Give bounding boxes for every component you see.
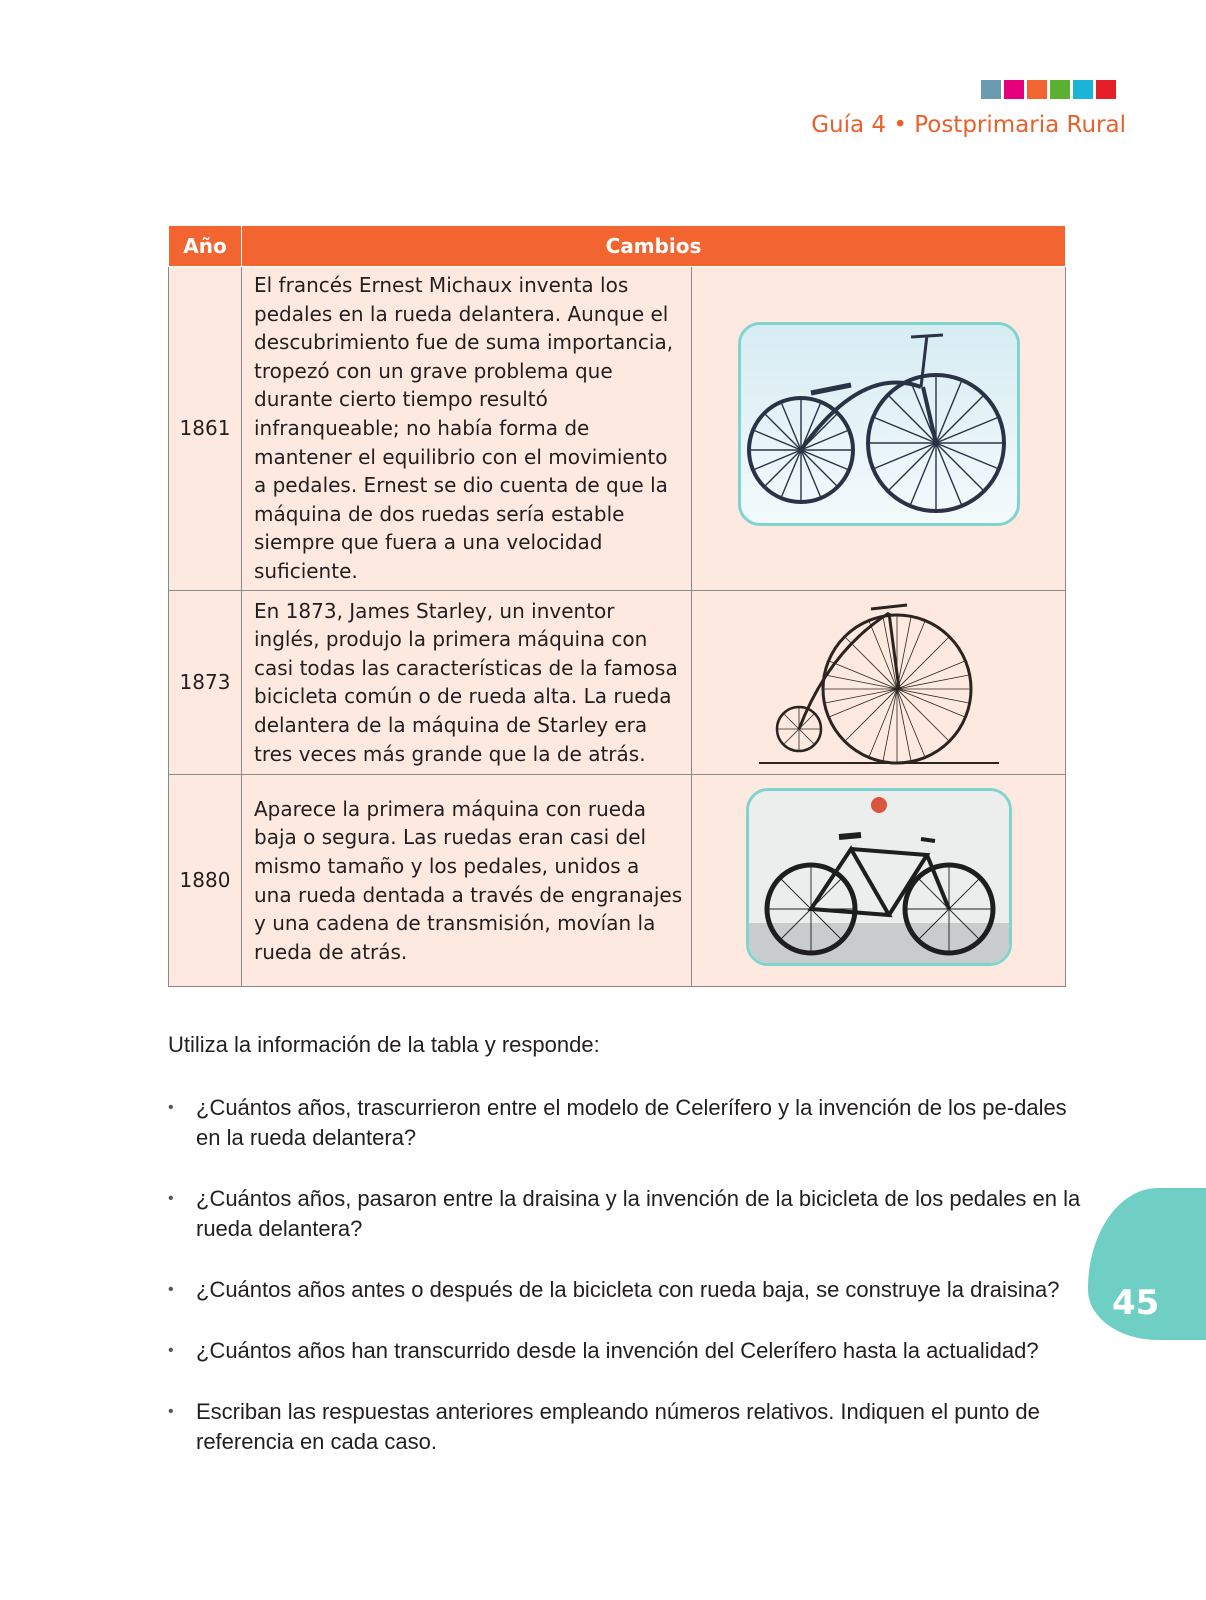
image-cell <box>692 775 1066 987</box>
year-cell: 1880 <box>169 775 242 987</box>
table-row <box>169 267 1066 591</box>
list-item: • ¿Cuántos años, trascurrieron entre el modelo de Celerífero y la invención de los pe-dales en la rueda delantera? <box>168 1093 1088 1153</box>
penny-farthing-image <box>759 591 999 767</box>
description-cell: Aparece la primera máquina con rueda baja o segura. Las ruedas eran casi del mismo tamaño y los pedales, unidos a una rueda dentada a través de engranajes y una cadena de transmisión, movían la rueda de atrás. <box>242 775 692 987</box>
questions-list <box>168 1093 1088 1457</box>
color-strip <box>981 80 1116 99</box>
table-header-row <box>169 226 1066 267</box>
color-swatch-3 <box>1027 80 1047 99</box>
table-row <box>169 775 1066 987</box>
image-cell <box>692 590 1066 775</box>
page-number: 45 <box>1112 1283 1160 1323</box>
list-item: • ¿Cuántos años han transcurrido desde la invención del Celerífero hasta la actualidad? <box>168 1336 1088 1366</box>
year-cell: 1861 <box>169 267 242 591</box>
bicycle-history-table <box>168 225 1065 987</box>
description-cell: El francés Ernest Michaux inventa los pedales en la rueda delantera. Aunque el descubrimiento fue de suma importancia, tropezó con un grave problema que durante cierto tiempo resultó infranqueable; no había forma de mantener el equilibrio con el movimiento a pedales. Ernest se dio cuenta de que la máquina de dos ruedas sería estable siempre que fuera a una velocidad suficiente. <box>242 267 692 591</box>
color-swatch-6 <box>1096 80 1116 99</box>
header-title: Guía 4 • Postprimaria Rural <box>811 112 1126 138</box>
header-changes: Cambios <box>242 226 1066 267</box>
description-cell: En 1873, James Starley, un inventor inglés, produjo la primera máquina con casi todas las características de la famosa bicicleta común o de rueda alta. La rueda delantera de la máquina de Starley era tres veces más grande que la de atrás. <box>242 590 692 775</box>
color-swatch-1 <box>981 80 1001 99</box>
color-swatch-2 <box>1004 80 1024 99</box>
header-year: Año <box>169 226 242 267</box>
list-item: • Escriban las respuestas anteriores empleando números relativos. Indiquen el punto de referencia en cada caso. <box>168 1397 1088 1457</box>
instruction-text: Utiliza la información de la tabla y responde: <box>168 1032 600 1057</box>
color-swatch-4 <box>1050 80 1070 99</box>
safety-bicycle-image <box>749 791 1009 963</box>
safety-bicycle-photo <box>746 788 1012 966</box>
image-cell <box>692 267 1066 591</box>
color-swatch-5 <box>1073 80 1093 99</box>
list-item: • ¿Cuántos años antes o después de la bicicleta con rueda baja, se construye la draisina? <box>168 1275 1088 1305</box>
velocipede-photo <box>738 322 1020 526</box>
velocipede-image <box>741 325 1017 523</box>
year-cell: 1873 <box>169 590 242 775</box>
list-item: • ¿Cuántos años, pasaron entre la draisina y la invención de la bicicleta de los pedales en la rueda delantera? <box>168 1184 1088 1244</box>
table-row <box>169 590 1066 775</box>
